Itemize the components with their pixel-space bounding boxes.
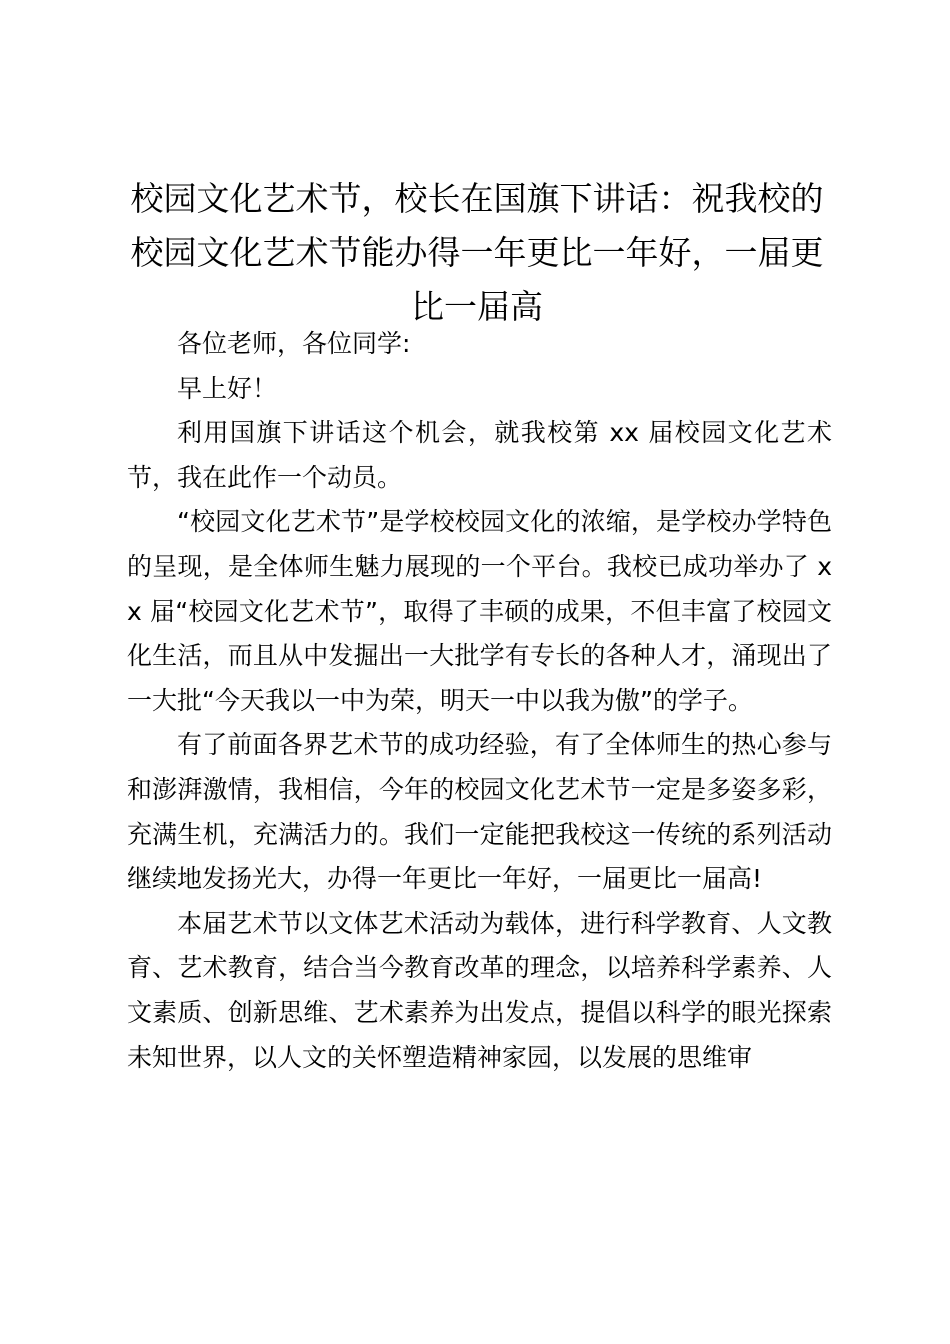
paragraph: 本届艺术节以文体艺术活动为载体，进行科学教育、人文教育、艺术教育，结合当今教育改革的理念，以培养科学素养、人文素质、创新思维、艺术素养为出发点，提倡以科学的眼光探索未知世界，以人文的关怀塑造精神家园，以发展的思维审 [127,908,832,1072]
paragraph: 有了前面各界艺术节的成功经验，有了全体师生的热心参与和澎湃激情，我相信，今年的校园文化艺术节一定是多姿多彩，充满生机，充满活力的。我们一定能把我校这一传统的系列活动继续地发扬光大，办得一年更比一年好，一届更比一届高! [127,730,832,894]
document-title: 校园文化艺术节，校长在国旗下讲话：祝我校的校园文化艺术节能办得一年更比一年好，一届更比一届高 [130,179,824,326]
document-body [127,322,832,1080]
salutation: 各位老师，各位同学: [177,329,411,358]
greeting: 早上好！ [177,373,278,403]
paragraph: “校园文化艺术节”是学校校园文化的浓缩，是学校办学特色的呈现，是全体师生魅力展现的一个平台。我校已成功举办了 xx 届“校园文化艺术节”，取得了丰硕的成果，不但丰富了校园文化生活，而且从中发掘出一大批学有专长的各种人才，涌现出了一大批“今天我以一中为荣，明天一中以我为傲”的学子。 [127,507,832,715]
paragraph: 利用国旗下讲话这个机会，就我校第 xx 届校园文化艺术节，我在此作一个动员。 [127,418,832,492]
